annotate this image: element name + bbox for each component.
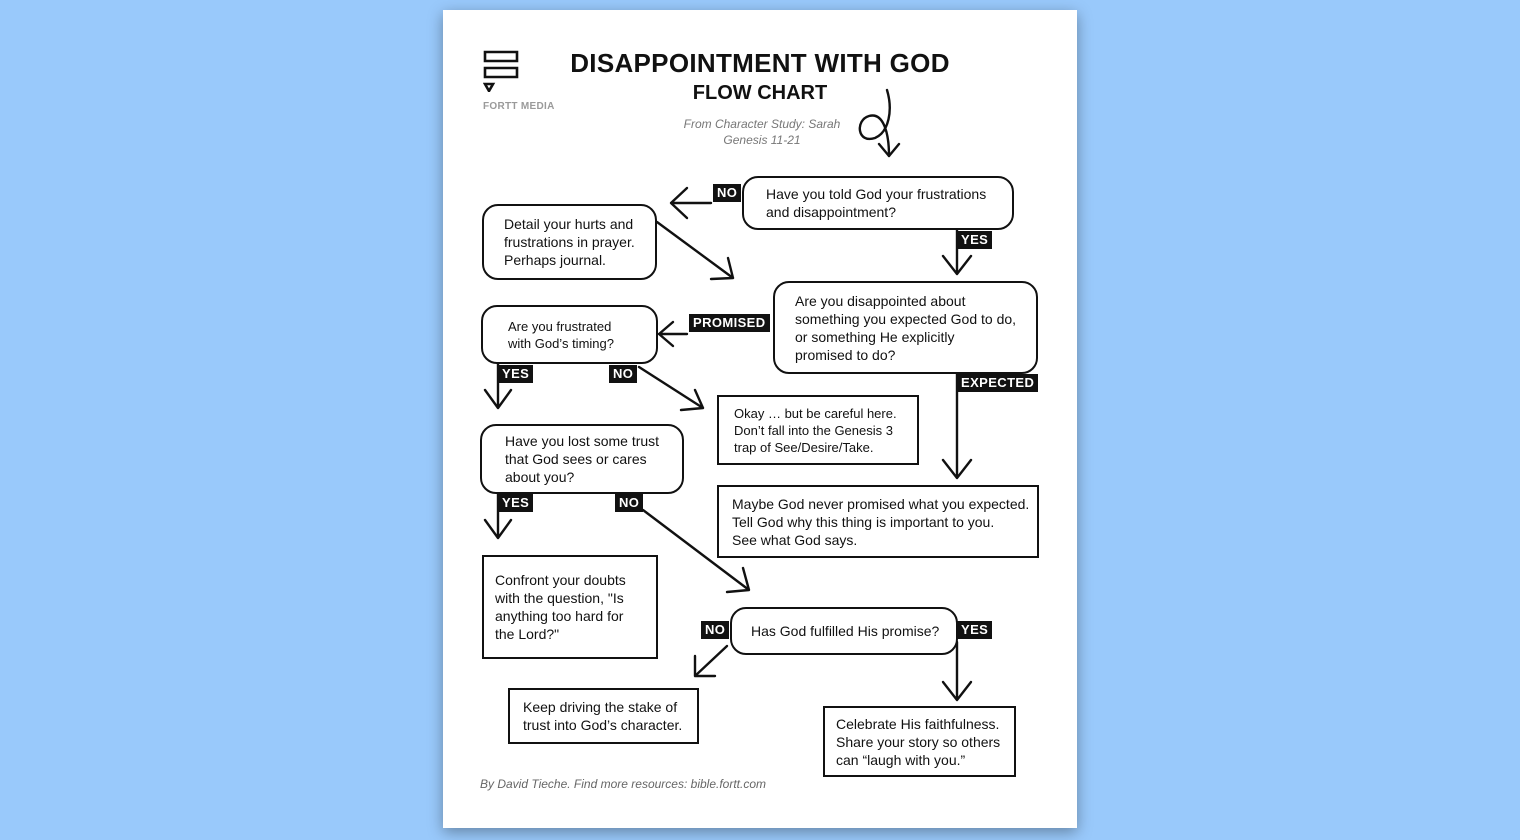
arrow-no-fulfilled bbox=[695, 646, 727, 676]
tag-no-timing: NO bbox=[609, 365, 637, 383]
tag-no-told-god: NO bbox=[713, 184, 741, 202]
answer-never-promised: Maybe God never promised what you expected. Tell God why this thing is important to you. See what God says. bbox=[717, 485, 1039, 558]
flowchart-page bbox=[443, 10, 1077, 828]
logo-text: FORTT MEDIA bbox=[483, 101, 555, 112]
arrow-no-told-god bbox=[671, 188, 711, 218]
question-lost-trust: Have you lost some trust that God sees or cares about you? bbox=[480, 424, 684, 494]
arrow-no-timing bbox=[639, 367, 703, 410]
footer-credit: By David Tieche. Find more resources: bible.fortt.com bbox=[480, 777, 767, 791]
page-subtitle: FLOW CHART bbox=[692, 82, 828, 104]
question-told-god: Have you told God your frustrations and disappointment? bbox=[742, 176, 1014, 230]
decorative-squiggle-arrow bbox=[860, 90, 890, 156]
tag-yes-lost-trust: YES bbox=[498, 494, 533, 512]
page-title: DISAPPOINTMENT WITH GOD bbox=[570, 48, 950, 78]
tag-yes-fulfilled: YES bbox=[957, 621, 992, 639]
tag-yes-timing: YES bbox=[498, 365, 533, 383]
tag-promised: PROMISED bbox=[689, 314, 770, 332]
question-promise-fulfilled: Has God fulfilled His promise? bbox=[730, 607, 958, 655]
source-line-2: Genesis 11-21 bbox=[723, 133, 801, 147]
source-line-1: From Character Study: Sarah bbox=[683, 117, 841, 131]
answer-celebrate: Celebrate His faithfulness. Share your story so others can “laugh with you.” bbox=[823, 706, 1016, 777]
tag-yes-told-god: YES bbox=[957, 231, 992, 249]
answer-confront-doubts: Confront your doubts with the question, "Is anything too hard for the Lord?" bbox=[482, 555, 658, 659]
tag-no-fulfilled: NO bbox=[701, 621, 729, 639]
answer-be-careful: Okay … but be careful here. Don’t fall into the Genesis 3 trap of See/Desire/Take. bbox=[717, 395, 919, 465]
tag-expected: EXPECTED bbox=[957, 374, 1038, 392]
tag-no-lost-trust: NO bbox=[615, 494, 643, 512]
arrow-promised bbox=[659, 322, 687, 346]
answer-detail-hurts: Detail your hurts and frustrations in prayer. Perhaps journal. bbox=[482, 204, 657, 280]
arrow-detail-to-question bbox=[657, 222, 733, 279]
question-gods-timing: Are you frustrated with God’s timing? bbox=[481, 305, 658, 364]
answer-keep-driving: Keep driving the stake of trust into God’s character. bbox=[508, 688, 699, 744]
question-expected-or-promised: Are you disappointed about something you expected God to do, or something He explicitly promised to do? bbox=[773, 281, 1038, 374]
